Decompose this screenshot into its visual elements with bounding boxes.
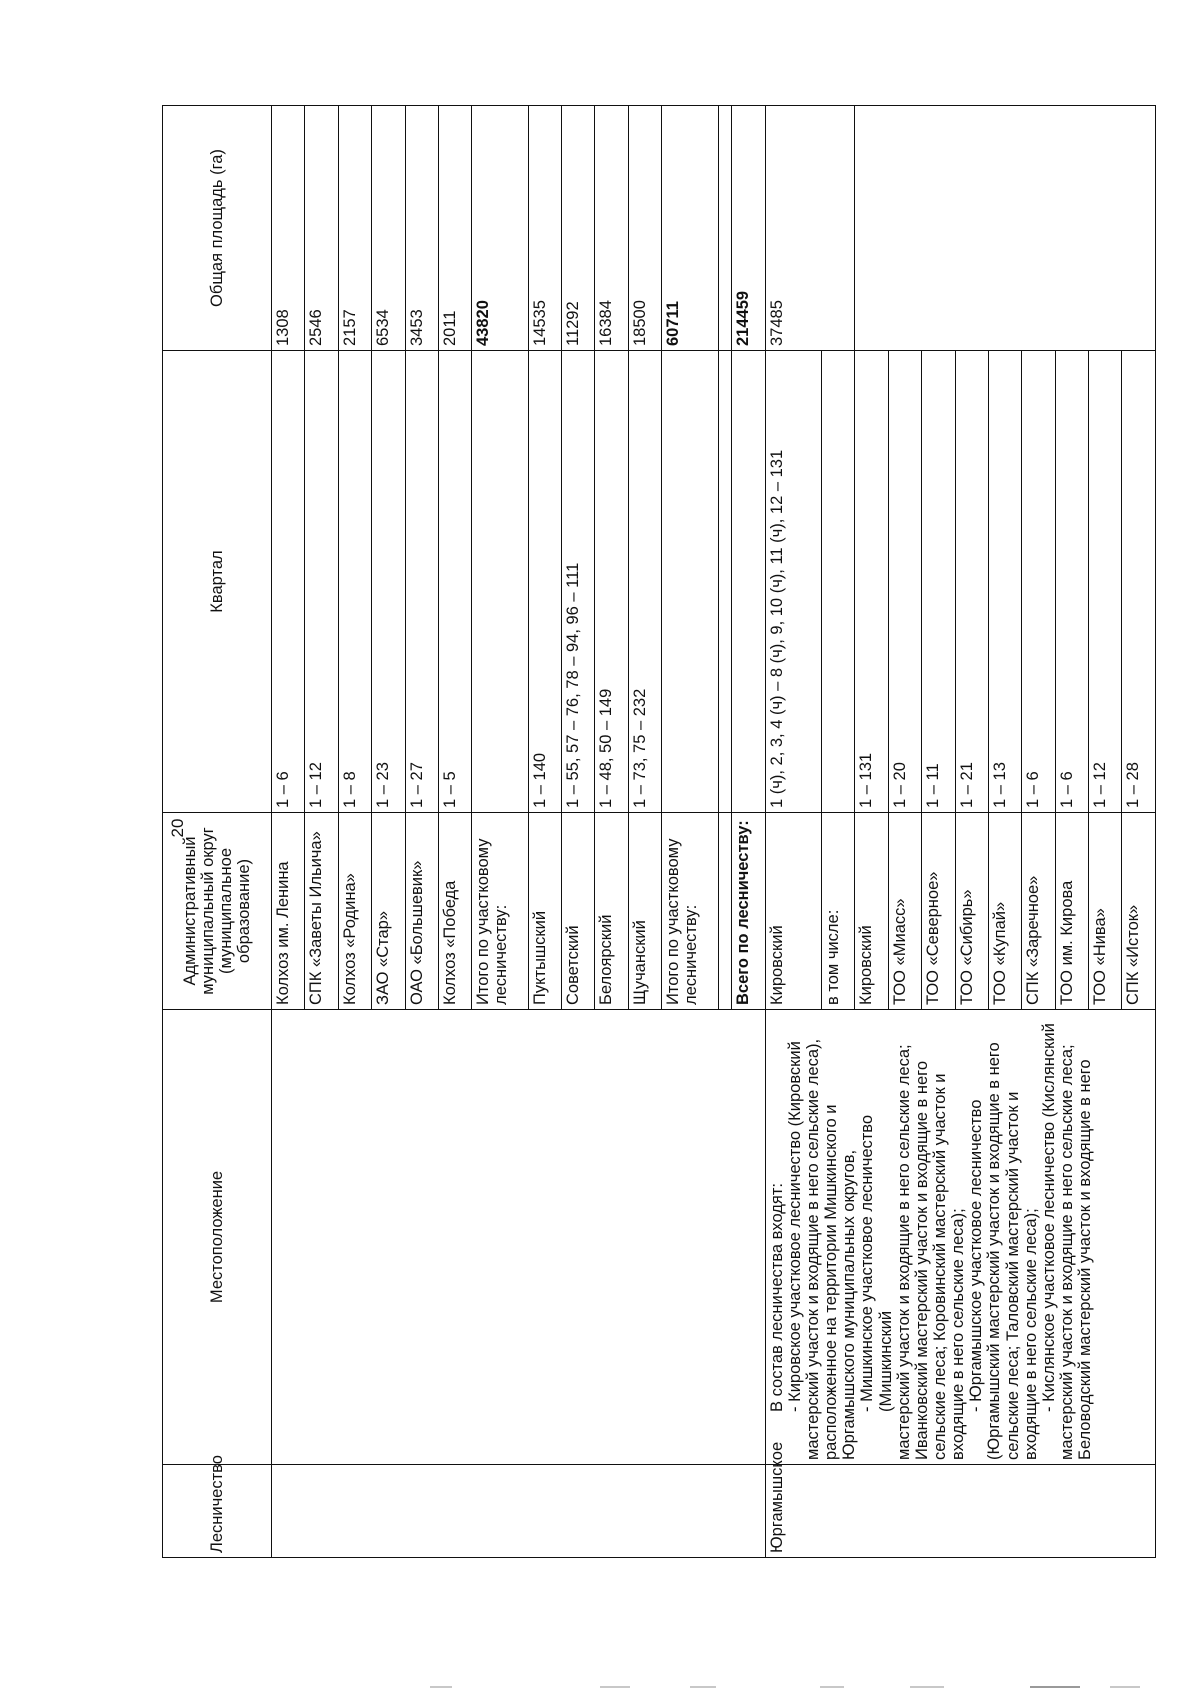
location-item-4-rest: мастерский участок и входящие в него сельские леса; Беловодский мастерский участок и входящие в него	[1057, 1044, 1095, 1460]
location-item-1-rest: мастерский участок и входящие в него сельские леса), расположенное на территории Мишкинского и Юргамышского муниципальных округов,	[804, 1038, 859, 1460]
quarter-cell: 1 – 11	[922, 351, 955, 813]
including-label: в том числе:	[822, 813, 855, 1010]
total-area: 214459	[732, 106, 765, 351]
district-cell: Щучанский	[628, 813, 661, 1010]
area-cell: 18500	[628, 106, 661, 351]
quarter-cell-empty	[718, 351, 732, 813]
quarter-cell: 1 – 28	[1122, 351, 1156, 813]
quarter-cell: 1 – 73, 75 – 232	[628, 351, 661, 813]
quarter-cell: 1 – 48, 50 – 149	[595, 351, 628, 813]
table-row	[272, 106, 305, 1558]
subtotal-area: 43820	[472, 106, 528, 351]
district-cell: Пуктышский	[528, 813, 561, 1010]
subtotal-label: Итого по участковому лесничеству:	[662, 813, 718, 1010]
total-label: Всего по лесничеству:	[732, 813, 765, 1010]
district-cell: ТОО «Купай»	[988, 813, 1021, 1010]
area-cell: 14535	[528, 106, 561, 351]
district-cell: ТОО «Нива»	[1089, 813, 1122, 1010]
district-cell: Кировский	[855, 813, 888, 1010]
quarter-cell: 1 – 6	[1022, 351, 1055, 813]
district-cell: Советский	[562, 813, 595, 1010]
forestry-name: Юргамышское	[765, 1465, 1155, 1558]
header-quarter: Квартал	[163, 351, 272, 813]
header-location: Местоположение	[163, 1010, 272, 1465]
quarter-cell-empty	[822, 351, 855, 813]
quarter-cell: 1 – 20	[888, 351, 921, 813]
subtotal-label: Итого по участковому лесничеству:	[472, 813, 528, 1010]
quarter-cell-empty	[732, 351, 765, 813]
district-cell: ТОО им. Кирова	[1055, 813, 1088, 1010]
district-cell: СПК «Заветы Ильича»	[305, 813, 338, 1010]
quarter-cell: 1 – 23	[372, 351, 405, 813]
quarter-cell: 1 – 55, 57 – 76, 78 – 94, 96 – 111	[562, 351, 595, 813]
location-item-3-rest: (Юргамышский мастерский участок и входящие в него сельские леса; Таловский мастерский участок и входящие в него сельские леса);	[985, 1042, 1040, 1460]
area-cell: 2546	[305, 106, 338, 351]
district-cell: ЗАО «Стар»	[372, 813, 405, 1010]
district-cell: Кировский	[765, 813, 821, 1010]
quarter-cell: 1 – 13	[988, 351, 1021, 813]
district-cell: ТОО «Сибирь»	[955, 813, 988, 1010]
area-cell: 37485	[765, 106, 855, 351]
area-cell: 3453	[405, 106, 438, 351]
table-row	[765, 106, 821, 1558]
location-cell-continued	[272, 1010, 766, 1465]
scan-artifacts	[390, 1686, 1170, 1690]
area-cell-empty	[855, 106, 1156, 351]
district-cell: СПК «Заречное»	[1022, 813, 1055, 1010]
district-cell-empty	[718, 813, 732, 1010]
district-cell: Колхоз им. Ленина	[272, 813, 305, 1010]
quarter-cell: 1 – 8	[338, 351, 371, 813]
quarter-cell: 1 – 131	[855, 351, 888, 813]
quarter-cell-empty	[662, 351, 718, 813]
quarter-cell: 1 – 21	[955, 351, 988, 813]
location-item-1-first: - Кировское участковое лесничество (Кировский	[785, 1041, 804, 1412]
header-district: Административный муниципальный округ (муниципальное образование)	[163, 813, 272, 1010]
quarter-cell: 1 – 140	[528, 351, 561, 813]
area-cell: 2011	[438, 106, 471, 351]
forestry-table-container	[162, 106, 1156, 1558]
location-item-2-first: - Мишкинское участковое лесничество (Мишкинский	[858, 1114, 895, 1412]
forestry-table	[162, 105, 1156, 1558]
subtotal-area: 60711	[662, 106, 718, 351]
header-row	[163, 106, 272, 1558]
location-item-3-first: - Юргамышское участковое лесничество	[967, 1099, 986, 1412]
district-cell: Колхоз «Победа	[438, 813, 471, 1010]
area-cell-empty	[718, 106, 732, 351]
district-cell: ТОО «Северное»	[922, 813, 955, 1010]
header-forestry: Лесничество	[163, 1465, 272, 1558]
quarter-cell-empty	[472, 351, 528, 813]
forestry-cell-continued	[272, 1465, 766, 1558]
quarter-cell: 1 – 12	[305, 351, 338, 813]
area-cell: 11292	[562, 106, 595, 351]
location-item-4-first: - Кислянское участковое лесничество (Кислянский	[1039, 1023, 1058, 1412]
location-intro: В состав лесничества входят:	[767, 1182, 786, 1412]
quarter-cell: 1 – 5	[438, 351, 471, 813]
area-cell: 2157	[338, 106, 371, 351]
area-cell: 1308	[272, 106, 305, 351]
quarter-cell: 1 (ч), 2, 3, 4 (ч) – 8 (ч), 9, 10 (ч), 11 (ч), 12 – 131	[765, 351, 821, 813]
quarter-cell: 1 – 27	[405, 351, 438, 813]
area-cell: 6534	[372, 106, 405, 351]
quarter-cell: 1 – 6	[272, 351, 305, 813]
quarter-cell: 1 – 6	[1055, 351, 1088, 813]
district-cell: ТОО «Миасс»	[888, 813, 921, 1010]
district-cell: Колхоз «Родина»	[338, 813, 371, 1010]
area-cell: 16384	[595, 106, 628, 351]
page-number: 20	[168, 818, 187, 838]
location-item-2-rest: мастерский участок и входящие в него сельские леса; Иванковский мастерский участок и входящие в него сельские леса; Коровинский мастерский участок и входящие в него сельские леса);	[894, 1044, 968, 1460]
quarter-cell: 1 – 12	[1089, 351, 1122, 813]
location-description	[765, 1010, 1155, 1465]
header-area: Общая площадь (га)	[163, 106, 272, 351]
district-cell: ОАО «Большевик»	[405, 813, 438, 1010]
district-cell: Белоярский	[595, 813, 628, 1010]
district-cell: СПК «Исток»	[1122, 813, 1156, 1010]
